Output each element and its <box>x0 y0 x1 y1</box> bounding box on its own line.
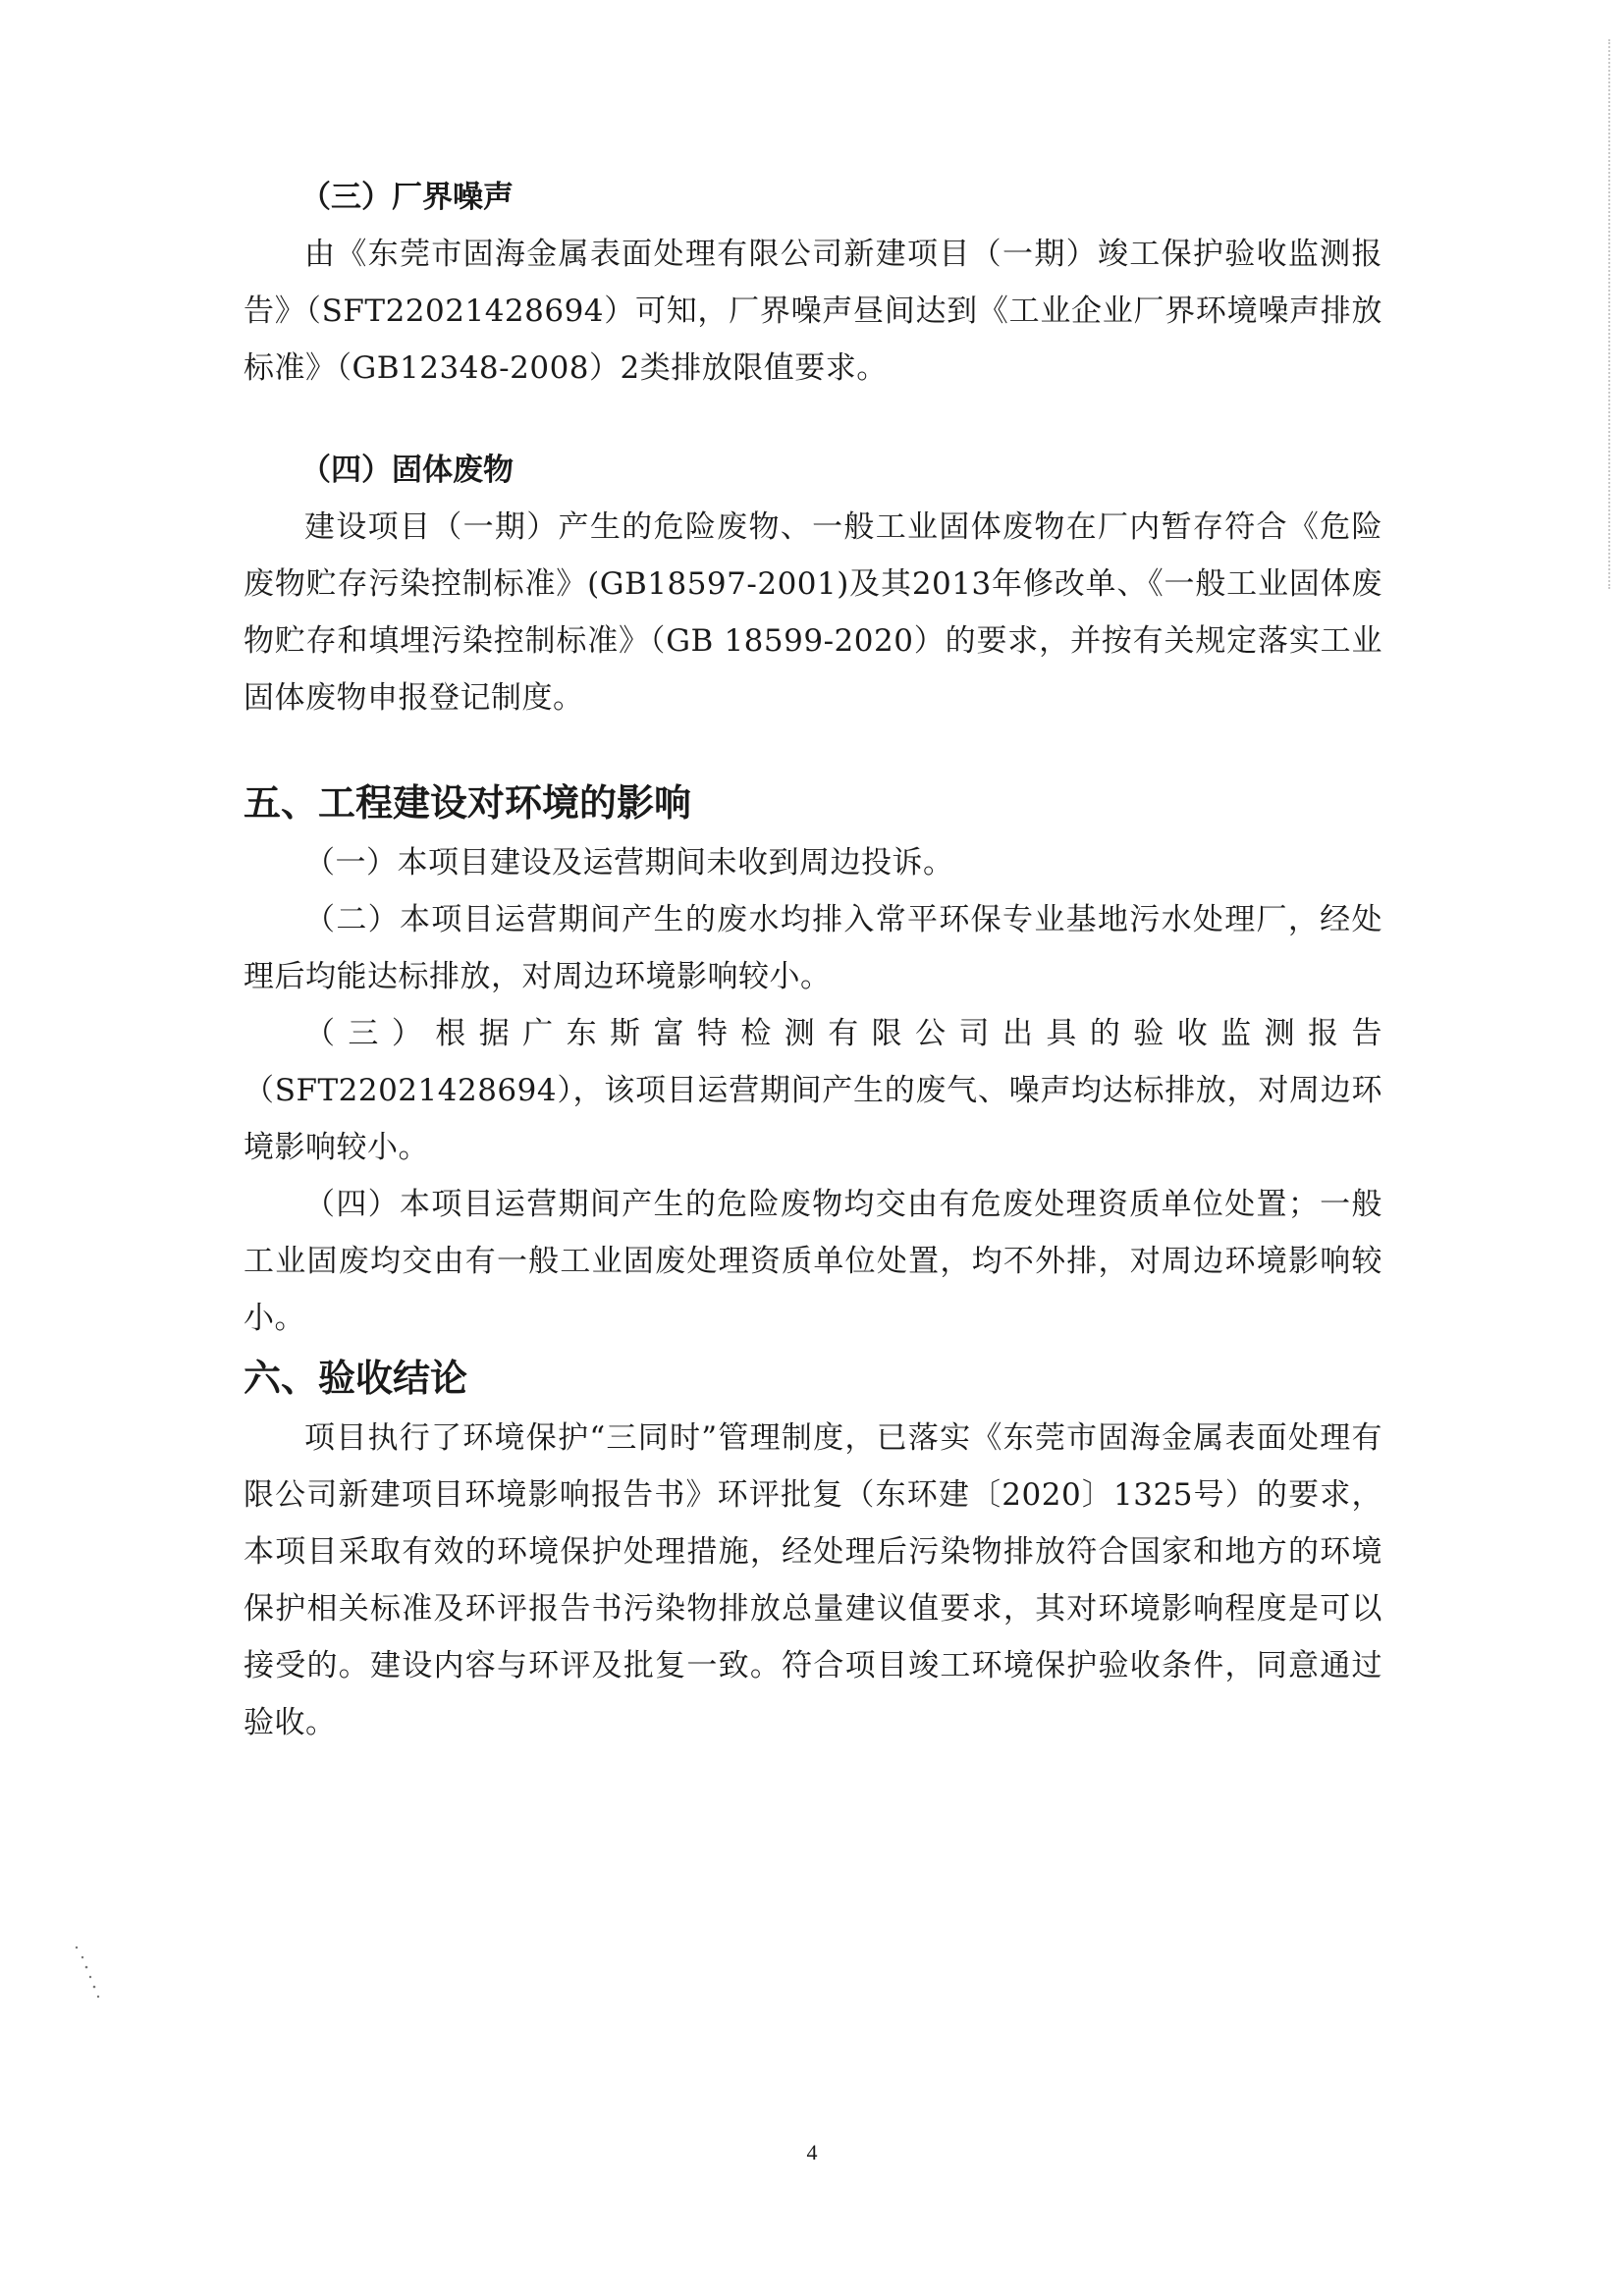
scan-artifact-marks <box>71 1944 110 2012</box>
impact-item-3: （三）根据广东斯富特检测有限公司出具的验收监测报告（SFT22021428694），该项目运营期间产生的废气、噪声均达标排放，对周边环境影响较小。 <box>244 1016 1382 1165</box>
page-number: 4 <box>806 2140 818 2164</box>
page-content <box>244 169 1382 1751</box>
noise-subheading: （三）厂界噪声 <box>300 180 514 215</box>
noise-paragraph: 由《东莞市固海金属表面处理有限公司新建项目（一期）竣工保护验收监测报告》（SFT22021428694）可知，厂界噪声昼间达到《工业企业厂界环境噪声排放标准》（GB12348-2008）2类排放限值要求。 <box>244 237 1382 386</box>
acceptance-conclusion-heading: 六、验收结论 <box>244 1357 468 1400</box>
impact-item-4: （四）本项目运营期间产生的危险废物均交由有危废处理资质单位处置；一般工业固废均交由有一般工业固废处理资质单位处置，均不外排，对周边环境影响较小。 <box>244 1187 1382 1336</box>
binding-edge-marks <box>1602 39 1610 589</box>
environmental-impact-heading: 五、工程建设对环境的影响 <box>244 781 692 825</box>
conclusion-paragraph: 项目执行了环境保护“三同时”管理制度，已落实《东莞市固海金属表面处理有限公司新建项目环境影响报告书》环评批复（东环建〔2020〕1325号）的要求，本项目采取有效的环境保护处理措施，经处理后污染物排放符合国家和地方的环境保护相关标准及环评报告书污染物排放总量建议值要求，其对环境影响程度是可以接受的。建设内容与环评及批复一致。符合项目竣工环境保护验收条件，同意通过验收。 <box>244 1420 1382 1740</box>
solid-waste-paragraph: 建设项目（一期）产生的危险废物、一般工业固体废物在厂内暂存符合《危险废物贮存污染控制标准》(GB18597-2001)及其2013年修改单、《一般工业固体废物贮存和填埋污染控制标准》（GB 18599-2020）的要求，并按有关规定落实工业固体废物申报登记制度。 <box>244 509 1382 716</box>
impact-item-2: （二）本项目运营期间产生的废水均排入常平环保专业基地污水处理厂，经处理后均能达标排放，对周边环境影响较小。 <box>244 902 1382 994</box>
solid-waste-subheading: （四）固体废物 <box>300 453 514 488</box>
impact-item-1: （一）本项目建设及运营期间未收到周边投诉。 <box>304 845 954 881</box>
